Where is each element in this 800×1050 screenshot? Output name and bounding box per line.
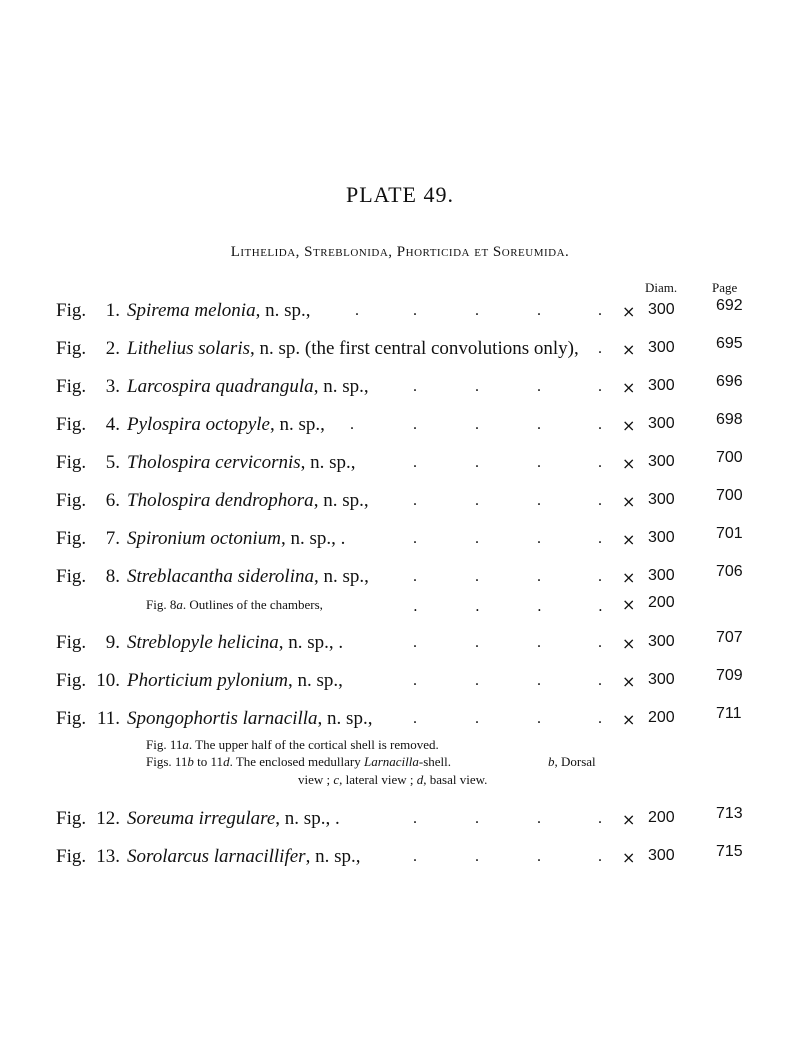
magnification-sign: ×: [622, 302, 636, 321]
sub-entry-8a-times: ×: [622, 595, 636, 614]
fig-label: Fig.: [56, 490, 87, 511]
page-number: 698: [716, 411, 743, 428]
magnification-sign: ×: [622, 340, 636, 359]
figure-row: Fig. 6. Tholospira dendrophora, n. sp., . . . . × 300 700: [56, 487, 743, 511]
page-number: 701: [716, 525, 743, 542]
page-number: 706: [716, 563, 743, 580]
magnification-sign: ×: [622, 810, 636, 829]
magnification-value: 300: [648, 301, 675, 318]
figure-row: Fig. 12. Soreuma irregulare, n. sp., . . . . . × 200 713: [56, 805, 743, 829]
sub-entry-11a: Fig. 11a. The upper half of the cortical shell is removed.: [146, 737, 439, 752]
fig-number: 4.: [105, 414, 120, 435]
fig-label: Fig.: [56, 338, 87, 359]
fig-label: Fig.: [56, 376, 87, 397]
fig-label: Fig.: [56, 300, 87, 321]
fig-number: 10.: [96, 670, 120, 691]
figure-row: Fig. 8. Streblacantha siderolina, n. sp., . . . . × 300 706: [56, 563, 743, 587]
header-page: Page: [712, 280, 738, 295]
page-number: 707: [716, 629, 743, 646]
fig-label: Fig.: [56, 670, 87, 691]
magnification-value: 200: [648, 809, 675, 826]
page-number: 700: [716, 449, 743, 466]
species-name: Pylospira octopyle, n. sp.,: [127, 414, 325, 435]
page-number: 711: [716, 705, 742, 722]
figure-row: Fig. 5. Tholospira cervicornis, n. sp., . . . . × 300 700: [56, 449, 743, 473]
page-number: 709: [716, 667, 743, 684]
species-name: Streblopyle helicina, n. sp., .: [127, 632, 344, 653]
plate-title: PLATE 49.: [346, 182, 454, 207]
figure-row: Fig. 7. Spironium octonium, n. sp., . . . . . × 300 701: [56, 525, 743, 549]
figure-row: Fig. 11. Spongophortis larnacilla, n. sp., . . . . × 200 711: [56, 705, 742, 729]
page-number: 695: [716, 335, 743, 352]
fig-number: 1.: [105, 300, 120, 321]
species-name: Spironium octonium, n. sp., .: [127, 528, 346, 549]
fig-number: 6.: [105, 490, 120, 511]
figure-row: Fig. 4. Pylospira octopyle, n. sp., . . . . . × 300 698: [56, 411, 743, 435]
magnification-sign: ×: [622, 530, 636, 549]
sub-entry-8a-text: Fig. 8a. Outlines of the chambers,: [146, 597, 323, 612]
figure-row: Fig. 2. Lithelius solaris, n. sp. (the first central convolutions only), . × 300 695: [56, 335, 743, 359]
magnification-sign: ×: [622, 378, 636, 397]
fig-number: 3.: [105, 376, 120, 397]
species-name: Phorticium pylonium, n. sp.,: [127, 670, 343, 691]
magnification-value: 300: [648, 671, 675, 688]
species-name: Spirema melonia, n. sp.,: [127, 300, 311, 321]
figure-row: Fig. 13. Sorolarcus larnacillifer, n. sp., . . . . × 300 715: [56, 843, 743, 867]
magnification-value: 300: [648, 377, 675, 394]
page-number: 692: [716, 297, 743, 314]
fig-number: 5.: [105, 452, 120, 473]
magnification-value: 300: [648, 567, 675, 584]
species-name: Larcospira quadrangula, n. sp.,: [127, 376, 369, 397]
fig-number: 7.: [105, 528, 120, 549]
magnification-sign: ×: [622, 710, 636, 729]
fig-label: Fig.: [56, 708, 87, 729]
figure-row: Fig. 3. Larcospira quadrangula, n. sp., . . . . × 300 696: [56, 373, 743, 397]
fig-number: 13.: [96, 846, 120, 867]
figure-row: Fig. 10. Phorticium pylonium, n. sp., . . . . × 300 709: [56, 667, 743, 691]
page-number: 700: [716, 487, 743, 504]
magnification-sign: ×: [622, 848, 636, 867]
species-name: Soreuma irregulare, n. sp., .: [127, 808, 340, 829]
plate-subtitle: Lithelida, Streblonida, Phorticida et Soreumida.: [230, 244, 570, 260]
magnification-value: 300: [648, 633, 675, 650]
header-diam: Diam.: [645, 280, 678, 295]
species-name: Spongophortis larnacilla, n. sp.,: [127, 708, 373, 729]
figure-row: Fig. 9. Streblopyle helicina, n. sp., . . . . . × 300 707: [56, 629, 743, 653]
page-number: 696: [716, 373, 743, 390]
fig-number: 11.: [96, 708, 120, 729]
fig-label: Fig.: [56, 414, 87, 435]
species-name: Tholospira dendrophora, n. sp.,: [127, 490, 369, 511]
fig-number: 12.: [96, 808, 120, 829]
fig-label: Fig.: [56, 808, 87, 829]
magnification-value: 300: [648, 415, 675, 432]
magnification-value: 200: [648, 709, 675, 726]
species-name: Lithelius solaris, n. sp. (the first central convolutions only),: [127, 338, 579, 359]
magnification-value: 300: [648, 491, 675, 508]
page-number: 713: [716, 805, 743, 822]
sub-entry-8a: Fig. 8a. Outlines of the chambers, . . . . × 200: [146, 594, 675, 615]
page-number: 715: [716, 843, 743, 860]
sub-entry-8a-diam: 200: [648, 594, 675, 611]
sub-entry-11-views: view ; c, lateral view ; d, basal view.: [298, 772, 488, 787]
magnification-sign: ×: [622, 416, 636, 435]
fig-label: Fig.: [56, 566, 87, 587]
magnification-sign: ×: [622, 492, 636, 511]
magnification-sign: ×: [622, 634, 636, 653]
magnification-value: 300: [648, 339, 675, 356]
magnification-sign: ×: [622, 672, 636, 691]
magnification-value: 300: [648, 529, 675, 546]
sub-entry-11b-d: Figs. 11b to 11d. The enclosed medullary Larnacilla-shell. b, Dorsal: [146, 754, 596, 769]
fig-label: Fig.: [56, 632, 87, 653]
magnification-sign: ×: [622, 454, 636, 473]
species-name: Tholospira cervicornis, n. sp.,: [127, 452, 356, 473]
species-name: Streblacantha siderolina, n. sp.,: [127, 566, 369, 587]
fig-number: 8.: [105, 566, 120, 587]
fig-label: Fig.: [56, 452, 87, 473]
figure-row: Fig. 1. Spirema melonia, n. sp., . . . . . × 300 692: [56, 297, 743, 321]
magnification-sign: ×: [622, 568, 636, 587]
fig-label: Fig.: [56, 528, 87, 549]
fig-number: 2.: [105, 338, 120, 359]
species-name: Sorolarcus larnacillifer, n. sp.,: [127, 846, 361, 867]
magnification-value: 300: [648, 847, 675, 864]
fig-number: 9.: [105, 632, 120, 653]
magnification-value: 300: [648, 453, 675, 470]
fig-label: Fig.: [56, 846, 87, 867]
